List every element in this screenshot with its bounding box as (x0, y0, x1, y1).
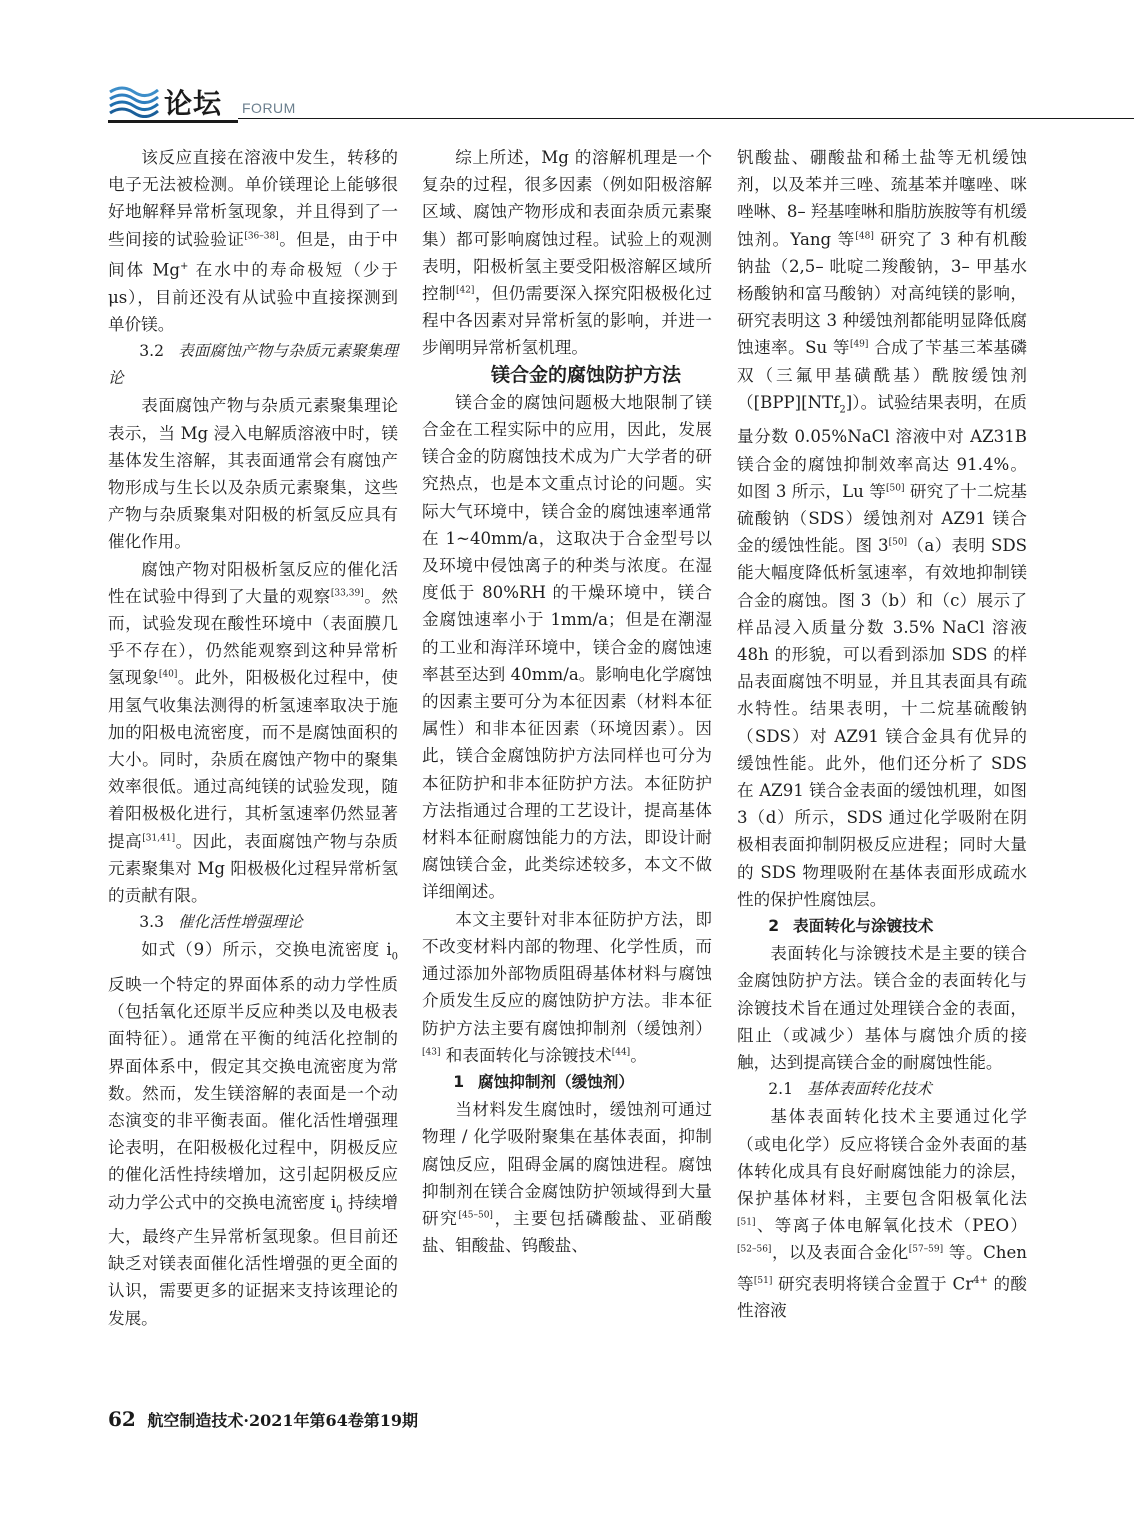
page-header (108, 80, 1134, 126)
header-rule (238, 118, 1134, 119)
header-rule-thick (108, 120, 238, 123)
column-3 (737, 144, 1027, 1325)
paragraph: 当材料发生腐蚀时，缓蚀剂可通过物理 / 化学吸附聚集在基体表面，抑制腐蚀反应，阻碍金属的腐蚀进程。腐蚀抑制剂在镁合金腐蚀防护领域得到大量研究[45–50]，主要包括磷酸盐、亚硝酸盐、钼酸盐、钨酸盐、 (422, 1100, 713, 1256)
paragraph: 该反应直接在溶液中发生，转移的电子无法被检测。单价镁理论上能够很好地解释异常析氢现象，并且得到了一些间接的试验验证[36–38]。但是，由于中间体 Mg+ 在水中的寿命极短（少于μs），目前还没有从试验中直接探测到单价镁。 (108, 148, 399, 334)
paragraph: 钒酸盐、硼酸盐和稀土盐等无机缓蚀剂，以及苯并三唑、巯基苯并噻唑、咪唑啉、8– 羟基喹啉和脂肪族胺等有机缓蚀剂。Yang 等[48] 研究了 3 种有机酸钠盐（2,5– 吡啶二羧酸钠，3– 甲基水杨酸钠和富马酸钠）对高纯镁的影响，研究表明这 3 种缓蚀剂都能明显降低腐蚀速率。Su 等[49] 合成了苄基三苯基磷双（三氟甲基磺酰基）酰胺缓蚀剂（[BPP][NTf$_2$]）。试验结果表明，在质量分数 0.05%NaCl 溶液中对 AZ31B 镁合金的腐蚀抑制效率高达 91.4%。如图 3 所示，Lu 等[50] 研究了十二烷基硫酸钠（SDS）缓蚀剂对 AZ91 镁合金的缓蚀性能。图 3[50]（a）表明 SDS 能大幅度降低析氢速率，有效地抑制镁合金的腐蚀。图 3（b）和（c）展示了样品浸入质量分数 3.5% NaCl 溶液 48h 的形貌，可以看到添加 SDS 的样品表面腐蚀不明显，并且其表面具有疏水特性。结果表明，十二烷基硫酸钠（SDS）对 AZ91 镁合金具有优异的缓蚀性能。此外，他们还分析了 SDS 在 AZ91 镁合金表面的缓蚀机理，如图 3（d）所示，SDS 通过化学吸附在阴极相表面抑制阴极反应进程；同时大量的 SDS 物理吸附在基体表面形成疏水性的保护性腐蚀层。 (737, 148, 1027, 909)
section-title-cn: 论坛 (164, 87, 223, 120)
paragraph: 镁合金的腐蚀问题极大地限制了镁合金在工程实际中的应用，因此，发展镁合金的防腐蚀技术成为广大学者的研究热点，也是本文重点讨论的问题。实际大气环境中，镁合金的腐蚀速率通常在 1~40mm/a，这取决于合金型号以及环境中侵蚀离子的种类与浓度。在湿度低于 80%RH 的干燥环境中，镁合金腐蚀速率小于 1mm/a；但是在潮湿的工业和海洋环境中，镁合金的腐蚀速率甚至达到 40mm/a。影响电化学腐蚀的因素主要可分为本征因素（材料本征属性）和非本征因素（环境因素）。因此，镁合金腐蚀防护方法同样也可分为本征防护和非本征防护方法。本征防护方法指通过合理的工艺设计，提高基体材料本征耐腐蚀能力的方法，即设计耐腐蚀镁合金，此类综述较多，本文不做详细阐述。 (422, 392, 712, 902)
wave-logo-icon (108, 82, 162, 118)
paragraph: 表面转化与涂镀技术是主要的镁合金腐蚀防护方法。镁合金的表面转化与涂镀技术旨在通过处理镁合金的表面，阻止（或减少）基体与腐蚀介质的接触，达到提高镁合金的耐腐蚀性能。 (737, 944, 1027, 1073)
paragraph: 本文主要针对非本征防护方法，即不改变材料内部的物理、化学性质，而通过添加外部物质阻碍基体材料与腐蚀介质发生反应的腐蚀防护方法。非本征防护方法主要有腐蚀抑制剂（缓蚀剂）[43] 和表面转化与涂镀技术[44]。 (422, 909, 712, 1065)
paragraph: 基体表面转化技术主要通过化学（或电化学）反应将镁合金外表面的基体转化成具有良好耐腐蚀能力的涂层，保护基体材料，主要包含阳极氧化法[51]、等离子体电解氧化技术（PEO）[52–56]，以及表面合金化[57–59] 等。Chen 等[51] 研究表明将镁合金置于 $Cr^{4+}$ 的酸性溶液 (737, 1107, 1027, 1321)
paragraph: 腐蚀产物对阳极析氢反应的催化活性在试验中得到了大量的观察[33,39]。然而，试验发现在酸性环境中（表面膜几乎不存在），仍然能观察到这种异常析氢现象[40]。此外，阳极极化过程中，使用氢气收集法测得的析氢速率取决于施加的阳极电流密度，而不是腐蚀面积的大小。同时，杂质在腐蚀产物中的聚集效率很低。通过高纯镁的试验发现，随着阳极极化进行，其析氢速率仍然显著提高[31,41]。因此，表面腐蚀产物与杂质元素聚集对 Mg 阳极极化过程异常析氢的贡献有限。 (108, 559, 399, 906)
page-number: 62 (108, 1407, 136, 1431)
paragraph: 综上所述，Mg 的溶解机理是一个复杂的过程，很多因素（例如阳极溶解区域、腐蚀产物形成和表面杂质元素聚集）都可影响腐蚀过程。试验上的观测表明，阳极析氢主要受阳极溶解区域所控制[42]，但仍需要深入探究阳极极化过程中各因素对异常析氢的影响，并进一步阐明异常析氢机理。 (422, 148, 713, 358)
paragraph: 如式（9）所示，交换电流密度 $i_0$ 反映一个特定的界面体系的动力学性质（包括氧化还原半反应种类以及电极表面特征）。通常在平衡的纯活化控制的界面体系中，假定其交换电流密度为常数。然而，发生镁溶解的表面是一个动态演变的非平衡表面。催化活性增强理论表明，在阳极极化过程中，阴极反应的催化活性持续增加，这引起阴极反应动力学公式中的交换电流密度 $i_0$ 持续增大，最终产生异常析氢现象。但目前还缺乏对镁表面催化活性增强的更全面的认识，需要更多的证据来支持该理论的发展。 (108, 940, 398, 1328)
subsection-heading-2-1: 2.1 基体表面转化技术 (768, 1080, 932, 1099)
column-2 (422, 144, 712, 1259)
subsection-heading-1: 1 腐蚀抑制剂（缓蚀剂） (453, 1072, 634, 1091)
paragraph: 表面腐蚀产物与杂质元素聚集理论表示，当 Mg 浸入电解质溶液中时，镁基体发生溶解，其表面通常会有腐蚀产物形成与生长以及杂质元素聚集，这些产物与杂质聚集对阳极的析氢反应具有催化作用。 (108, 396, 398, 552)
journal-name: 航空制造技术·2021年第64卷第19期 (147, 1411, 419, 1430)
subsection-heading-3-2: 3.2 表面腐蚀产物与杂质元素聚集理论 (108, 341, 398, 388)
subsection-heading-3-3: 3.3 催化活性增强理论 (139, 913, 303, 932)
page-footer (108, 1407, 418, 1431)
section-heading: 镁合金的腐蚀防护方法 (490, 363, 681, 386)
section-title-en: FORUM (242, 100, 296, 116)
subsection-heading-2: 2 表面转化与涂镀技术 (768, 917, 934, 935)
column-1 (108, 144, 398, 1332)
